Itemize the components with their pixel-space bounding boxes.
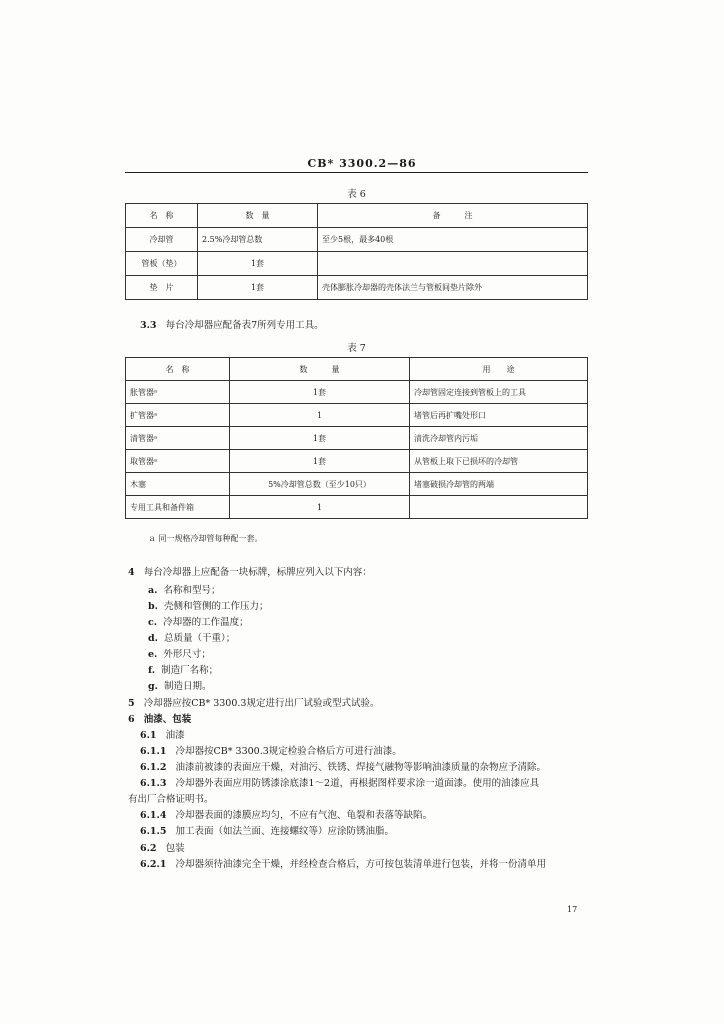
section-6-2-1: [140, 856, 546, 870]
table7-header-row: [126, 358, 588, 381]
table7-cell: [410, 496, 588, 519]
section-text: 油漆: [165, 730, 185, 741]
list-item-text: 制造厂名称；: [161, 665, 219, 676]
table-row: [126, 228, 588, 252]
table7-cell: 清洗冷却管内污垢: [410, 427, 588, 450]
page-number: 17: [567, 905, 578, 914]
table-row: [126, 473, 588, 496]
list-item-text: 壳侧和管侧的工作压力；: [164, 601, 269, 612]
section-number: 6.1.4: [140, 810, 167, 821]
list-item: [148, 614, 249, 628]
section-number: 3.3: [140, 320, 157, 331]
section-number: 6.2.1: [140, 859, 167, 870]
list-item: [148, 630, 235, 644]
list-item-label: b.: [148, 601, 158, 612]
section-6-1-4: [140, 807, 432, 821]
table7-cell: 取管器ᵃ: [126, 450, 230, 473]
table-row: [126, 450, 588, 473]
section-6: [128, 711, 191, 725]
table7-caption: 表 7: [347, 343, 366, 354]
section-text: 每台冷却器应配备表7所列专用工具。: [165, 320, 324, 331]
table6-cell: 至少5根，最多40根: [318, 228, 588, 252]
header-rule: [125, 172, 588, 173]
table7-header-use: 用 途: [410, 358, 588, 381]
section-6-2: [140, 840, 185, 854]
list-item-text: 制造日期。: [164, 681, 212, 692]
section-6-1: [140, 727, 185, 741]
list-item-label: a.: [148, 585, 158, 596]
table7-cell: 木塞: [126, 473, 230, 496]
table7-cell: 1套: [230, 381, 410, 404]
section-5: [128, 695, 379, 709]
table6-cell: 2.5%冷却管总数: [198, 228, 318, 252]
section-number: 6.1: [140, 730, 157, 741]
section-text: 冷却器按CB* 3300.3规定检验合格后方可进行油漆。: [175, 746, 402, 757]
section-6-1-3-continuation: 有出厂合格证明书。: [128, 794, 214, 805]
section-6-1-2: [140, 759, 546, 773]
list-item-text: 名称和型号；: [163, 585, 221, 596]
table6-cell: 垫 片: [126, 276, 198, 300]
section-6-1-3: [140, 775, 539, 789]
section-text: 冷却器须待油漆完全干燥，并经检查合格后，方可按包装清单进行包装，并将一份清单用: [175, 859, 547, 870]
table7-header-qty: 数 量: [230, 358, 410, 381]
list-item: [148, 646, 211, 660]
section-number: 6.1.1: [140, 746, 167, 757]
list-item-label: f.: [148, 665, 156, 676]
section-number: 6.1.5: [140, 826, 167, 837]
table7-cell: 从管板上取下已损坏的冷却管: [410, 450, 588, 473]
table-row: [126, 496, 588, 519]
table7-cell: 专用工具和备件箱: [126, 496, 230, 519]
table7-cell: 1: [230, 404, 410, 427]
table6-cell: 1套: [198, 252, 318, 276]
table-row: [126, 381, 588, 404]
table7-cell: 1套: [230, 450, 410, 473]
table7-cell: 冷却管固定连接到管板上的工具: [410, 381, 588, 404]
table7-cell: 堵塞破损冷却管的两端: [410, 473, 588, 496]
table7-header-name: 名 称: [126, 358, 230, 381]
section-text: 油漆前被漆的表面应干燥，对油污、铁锈、焊接气融物等影响油漆质量的杂物应予清除。: [175, 762, 547, 773]
standard-code-header: CB* 3300.2—86: [307, 157, 417, 170]
table6-cell: 管板（垫）: [126, 252, 198, 276]
table-row: [126, 427, 588, 450]
table7-cell: 胀管器ᵃ: [126, 381, 230, 404]
table-row: [126, 276, 588, 300]
list-item-text: 外形尺寸；: [163, 649, 211, 660]
table7-cell: 扩管器ᵃ: [126, 404, 230, 427]
list-item: [148, 678, 212, 692]
table7-cell: 1: [230, 496, 410, 519]
section-text: 冷却器表面的漆膜应均匀，不应有气泡、龟裂和表落等缺陷。: [175, 810, 433, 821]
section-text: 包装: [165, 843, 185, 854]
section-4: [128, 564, 372, 578]
table6-header-qty: 数 量: [198, 204, 318, 228]
section-number: 6.2: [140, 843, 157, 854]
table7-cell: 1套: [230, 427, 410, 450]
table6-cell: 冷却管: [126, 228, 198, 252]
section-text: 油漆、包装: [143, 714, 192, 725]
section-3-3: [140, 317, 324, 331]
section-number: 6.1.3: [140, 778, 167, 789]
list-item-label: g.: [148, 681, 158, 692]
list-item: [148, 598, 269, 612]
section-text: 每台冷却器上应配备一块标牌，标牌应列入以下内容：: [143, 567, 372, 578]
table6-header-name: 名 称: [126, 204, 198, 228]
section-number: 5: [128, 698, 135, 709]
table7: [125, 357, 588, 519]
table6-cell: [318, 252, 588, 276]
section-number: 6.1.2: [140, 762, 167, 773]
table7-cell: 堵管后再扩嘴处形口: [410, 404, 588, 427]
table7-cell: 5%冷却管总数（至少10只）: [230, 473, 410, 496]
list-item: [148, 582, 221, 596]
list-item-label: e.: [148, 649, 158, 660]
section-6-1-5: [140, 823, 394, 837]
table6-caption: 表 6: [347, 189, 366, 200]
table7-cell: 清管器ᵃ: [126, 427, 230, 450]
table-row: [126, 252, 588, 276]
section-text: 加工表面（如法兰面、连接螺纹等）应涂防锈油脂。: [175, 826, 395, 837]
list-item-label: c.: [148, 617, 158, 628]
list-item-label: d.: [148, 633, 158, 644]
table-row: [126, 404, 588, 427]
section-text: 冷却器外表面应用防锈漆涂底漆1～2道，再根据图样要求涂一道面漆。使用的油漆应具: [175, 778, 540, 789]
list-item-text: 总质量（干重）；: [164, 633, 236, 644]
table6: [125, 203, 588, 300]
section-number: 4: [128, 567, 135, 578]
table6-cell: 1套: [198, 276, 318, 300]
section-6-1-1: [140, 743, 402, 757]
table6-header-note: 备 注: [318, 204, 588, 228]
table7-footnote: ａ 同一规格冷却管每种配一套。: [148, 534, 263, 543]
table6-cell: 壳体膨胀冷却器的壳体法兰与管板间垫片除外: [318, 276, 588, 300]
section-text: 冷却器应按CB* 3300.3规定进行出厂试验或型式试验。: [143, 698, 380, 709]
table6-header-row: [126, 204, 588, 228]
list-item: [148, 662, 218, 676]
section-number: 6: [128, 714, 135, 725]
list-item-text: 冷却器的工作温度；: [163, 617, 249, 628]
